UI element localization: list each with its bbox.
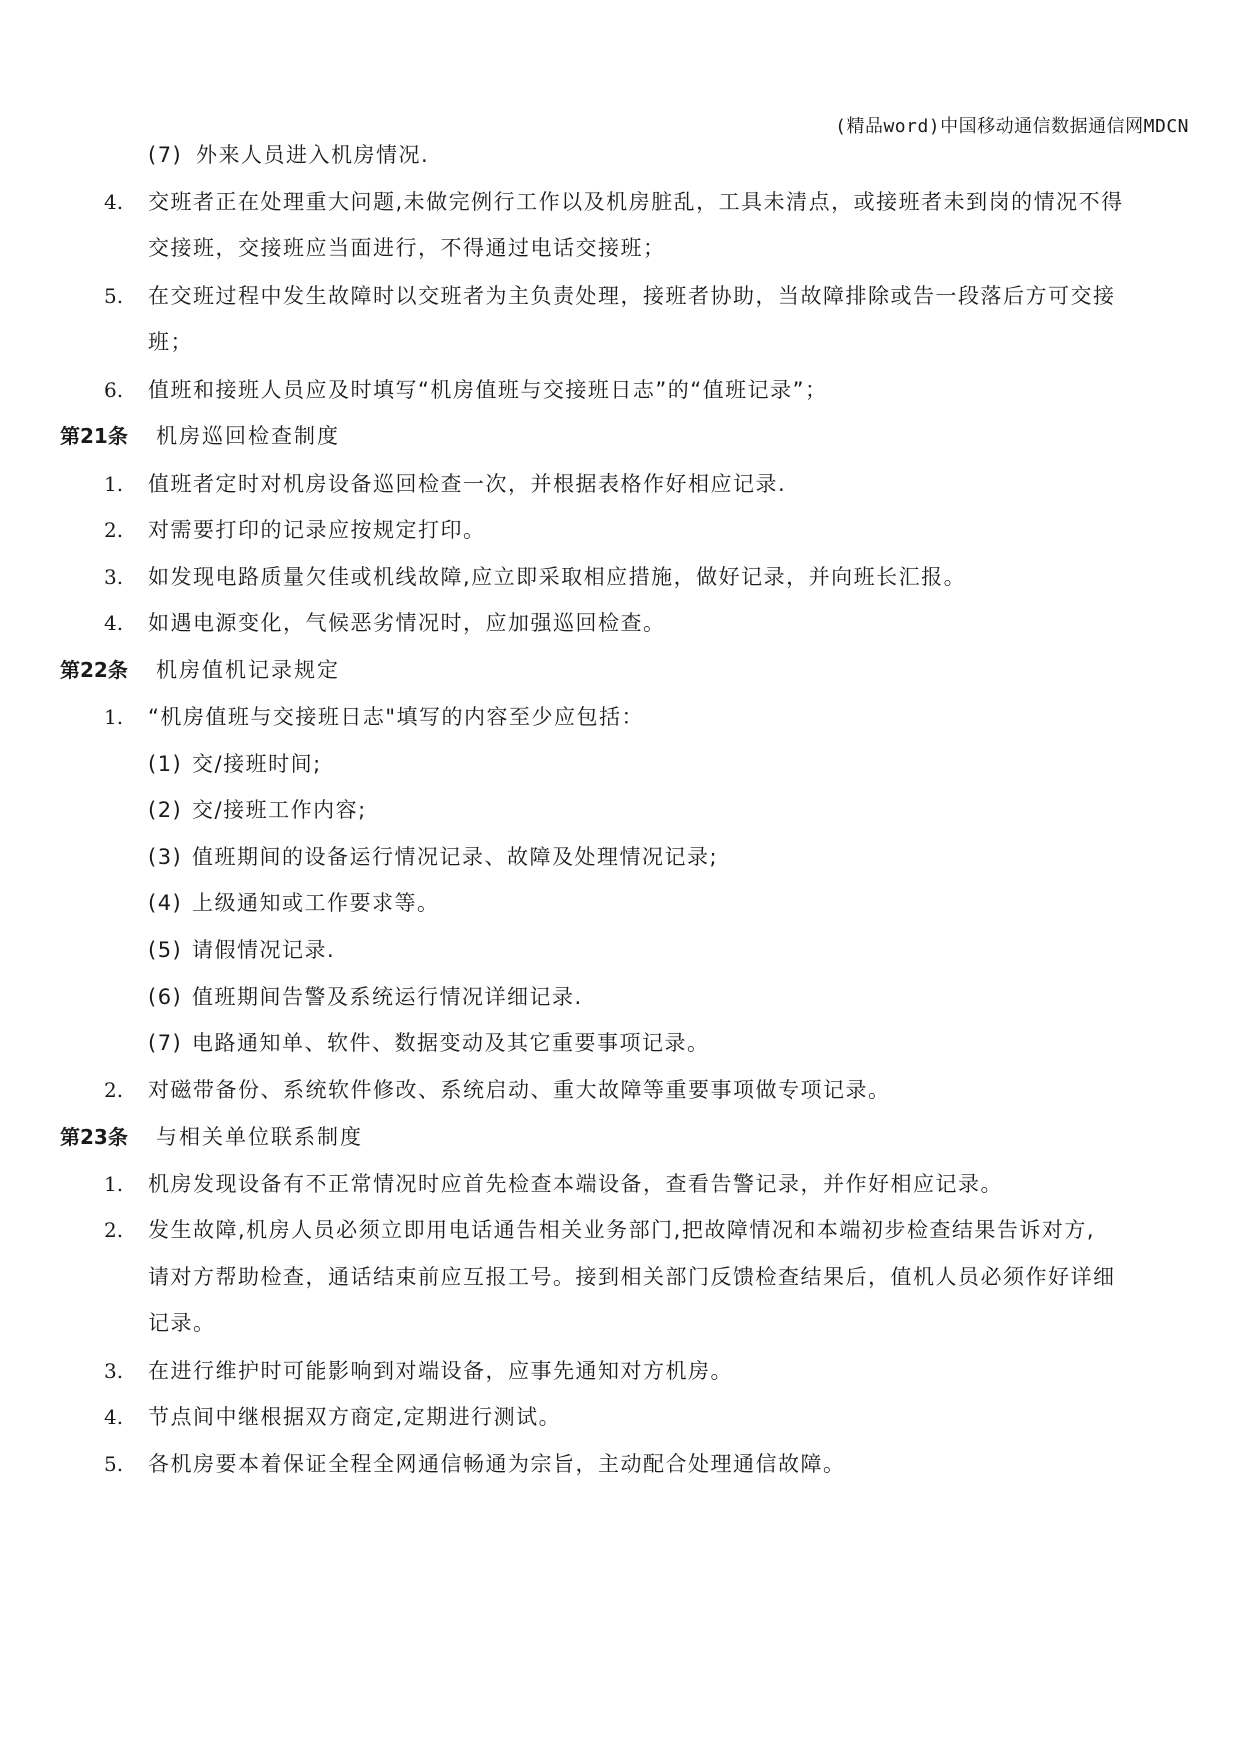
sub-item-label: (7) [148,143,183,167]
list-item-number: 5. [104,284,124,308]
list-item-number: 2. [104,1218,124,1242]
list-item-number: 4. [104,611,124,635]
list-item-text: 如发现电路质量欠佳或机线故障,应立即采取相应措施，做好记录，并向班长汇报。 [148,565,967,589]
list-item-text: 对磁带备份、系统软件修改、系统启动、重大故障等重要事项做专项记录。 [148,1078,891,1102]
sub-item-label: (5) [148,938,183,962]
section-number: 第23条 [60,1125,128,1149]
sub-item-text: 电路通知单、软件、数据变动及其它重要事项记录。 [192,1031,710,1055]
sub-item-label: (2) [148,798,183,822]
list-item-text: 交接班，交接班应当面进行，不得通过电话交接班； [148,236,666,260]
list-item-text: 值班者定时对机房设备巡回检查一次，并根据表格作好相应记录. [148,472,787,496]
list-item-text: “机房值班与交接班日志"填写的内容至少应包括： [148,705,645,729]
sub-item-text: 请假情况记录. [192,938,336,962]
sub-item-text: 上级通知或工作要求等。 [192,891,440,915]
list-item-text: 值班和接班人员应及时填写“机房值班与交接班日志”的“值班记录”； [148,378,828,402]
section-number: 第21条 [60,424,128,448]
list-item-number: 1. [104,472,124,496]
section-title: 与相关单位联系制度 [156,1125,363,1149]
list-item-text: 在交班过程中发生故障时以交班者为主负责处理，接班者协助，当故障排除或告一段落后方可交接 [148,284,1116,308]
sub-item-label: (6) [148,985,183,1009]
list-item-text: 机房发现设备有不正常情况时应首先检查本端设备，查看告警记录，并作好相应记录。 [148,1172,1003,1196]
list-item-text: 对需要打印的记录应按规定打印。 [148,518,486,542]
sub-item-text: 值班期间告警及系统运行情况详细记录. [192,985,583,1009]
list-item-text: 如遇电源变化，气候恶劣情况时，应加强巡回检查。 [148,611,666,635]
sub-item-text: 交/接班时间; [192,752,322,776]
sub-item-text: 外来人员进入机房情况. [196,143,430,167]
list-item-text: 发生故障,机房人员必须立即用电话通告相关业务部门,把故障情况和本端初步检查结果告诉对方, [148,1218,1096,1242]
list-item-text: 班； [148,330,193,354]
sub-item-label: (4) [148,891,183,915]
section-title: 机房巡回检查制度 [156,424,340,448]
sub-item-text: 值班期间的设备运行情况记录、故障及处理情况记录; [192,845,719,869]
sub-item-label: (1) [148,752,183,776]
sub-item-label: (7) [148,1031,183,1055]
list-item-text: 各机房要本着保证全程全网通信畅通为宗旨，主动配合处理通信故障。 [148,1452,846,1476]
list-item-number: 1. [104,1172,124,1196]
list-item-number: 3. [104,1359,124,1383]
list-item-text: 记录。 [148,1311,216,1335]
list-item-number: 3. [104,565,124,589]
list-item-number: 4. [104,1405,124,1429]
list-item-number: 2. [104,518,124,542]
list-item-text: 请对方帮助检查，通话结束前应互报工号。接到相关部门反馈检查结果后，值机人员必须作好详细 [148,1265,1116,1289]
sub-item-text: 交/接班工作内容; [192,798,367,822]
list-item-text: 在进行维护时可能影响到对端设备，应事先通知对方机房。 [148,1359,733,1383]
list-item-text: 节点间中继根据双方商定,定期进行测试。 [148,1405,562,1429]
page-header: (精品word)中国移动通信数据通信网MDCN [835,116,1189,137]
section-title: 机房值机记录规定 [156,658,340,682]
list-item-number: 5. [104,1452,124,1476]
list-item-number: 2. [104,1078,124,1102]
list-item-number: 6. [104,378,124,402]
list-item-number: 1. [104,705,124,729]
list-item-number: 4. [104,190,124,214]
list-item-text: 交班者正在处理重大问题,未做完例行工作以及机房脏乱，工具未清点，或接班者未到岗的情况不得 [148,190,1124,214]
section-number: 第22条 [60,658,128,682]
sub-item-label: (3) [148,845,183,869]
